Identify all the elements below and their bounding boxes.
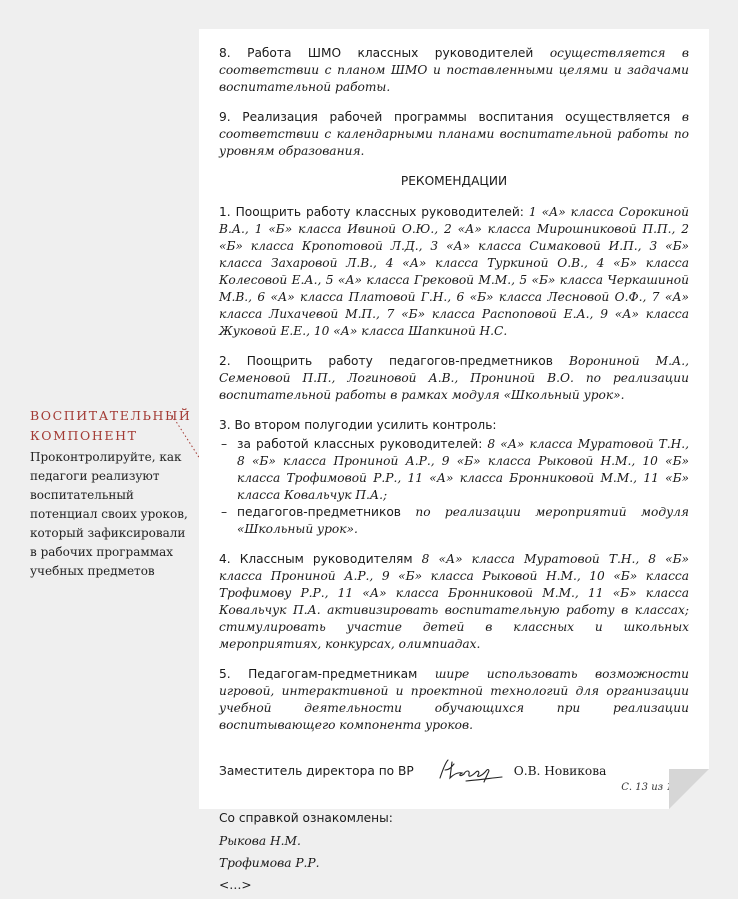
document-content [219, 45, 689, 899]
document-page [199, 29, 709, 892]
signature-position: Заместитель директора по ВР [219, 763, 414, 778]
signature-name: О.В. Новикова [513, 763, 607, 778]
sidenote [30, 406, 190, 581]
p8-text: 8. Работа ШМО классных руководителей [219, 46, 550, 60]
acknowledgement [219, 810, 689, 894]
r5-italic: шире использовать возможности игровой, интерактивной и проектной технологий для организации учебной деятельности обучающихся при реализации воспитывающего компонента уроков. [219, 667, 690, 732]
page-corner-fold [669, 769, 709, 809]
acknowledgement-name: Трофимова Р.Р. [219, 856, 320, 870]
list-item [219, 504, 689, 538]
r3b-italic: по реализации мероприятий модуля «Школьный урок». [237, 505, 689, 536]
recommendation-3: 3. Во втором полугодии усилить контроль: [219, 418, 497, 432]
r3a-italic: 8 «А» класса Муратовой Т.Н., 8 «Б» класса Прониной А.Р., 9 «Б» класса Рыковой Н.М., 10 «Б» класса Трофимовой Р.Р., 11 «А» класса Бронниковой М.М., 11 «Б» класса Ковальчук П.А.; [237, 437, 689, 502]
p8-italic: осуществляется в соответствии с планом ШМО и поставленными целями и задачами воспитательной работы. [219, 46, 689, 94]
acknowledgement-name: Рыкова Н.М. [219, 834, 301, 848]
recommendation-5 [219, 666, 689, 734]
p9-italic: в соответствии с календарными планами воспитательной работы по уровням образования. [219, 110, 689, 158]
page-number: С. 13 из 13 [621, 782, 679, 793]
ellipsis-marker: <…> [219, 878, 252, 892]
r5-text: 5. Педагогам-предметникам [219, 667, 435, 681]
signature-row [219, 756, 689, 786]
handwritten-signature [436, 756, 506, 786]
paragraph-9 [219, 109, 689, 160]
recommendation-4 [219, 551, 689, 653]
recommendation-3-list [219, 436, 689, 538]
recommendation-1 [219, 204, 689, 340]
r4-italic: 8 «А» класса Муратовой Т.Н., 8 «Б» класса Прониной А.Р., 9 «Б» класса Рыковой Н.М., 10 «Б» класса Трофимову Р.Р., 11 «А» класса Бронниковой М.М., 11 «Б» класса Ковальчук П.А. активизировать воспитательную работу в классах; стимулировать участие детей в классных и школьных мероприятиях, конкурсах, олимпиадах. [219, 552, 689, 651]
recommendations-heading: РЕКОМЕНДАЦИИ [400, 174, 508, 188]
r1-italic: 1 «А» класса Сорокиной В.А., 1 «Б» класса Ивиной О.Ю., 2 «А» класса Мирошниковой П.П., 2 «Б» класса Кропотовой Л.Д., 3 «А» класса Симаковой И.П., 3 «Б» класса Захаровой Л.В., 4 «А» класса Туркиной О.В., 4 «Б» класса Колесовой Е.А., 5 «А» класса Грековой М.М., 5 «Б» класса Черкашиной М.В., 6 «А» класса Платовой Г.Н., 6 «Б» класса Лесновой О.Ф., 7 «А» класса Лихачевой М.П., 7 «Б» класса Распоповой Е.А., 9 «А» класса Жуковой Е.Е., 10 «А» класса Шапкиной Н.С. [219, 205, 689, 338]
acknowledgement-line: Со справкой ознакомлены: [219, 811, 393, 825]
r2-text: 2. Поощрить работу педагогов-предметников [219, 354, 570, 368]
p9-text: 9. Реализация рабочей программы воспитания осуществляется [219, 110, 682, 124]
sidenote-title [30, 406, 190, 446]
list-item [219, 436, 689, 504]
sidenote-title-line1: ВОСПИТАТЕЛЬНЫЙ [30, 408, 192, 423]
r3a-text: за работой классных руководителей: [237, 437, 488, 451]
paragraph-8 [219, 45, 689, 96]
sidenote-text: Проконтролируйте, как педагоги реализуют воспитательный потенциал своих уроков, который зафиксировали в рабочих программах учебных предметов [30, 450, 188, 578]
recommendation-2 [219, 353, 689, 404]
sidenote-title-line2: КОМПОНЕНТ [30, 428, 138, 443]
r1-text: 1. Поощрить работу классных руководителей: [219, 205, 529, 219]
r2-italic: Ворониной М.А., Семеновой П.П., Логиновой А.В., Прониной В.О. по реализации воспитательной работы в рамках модуля «Школьный урок». [219, 354, 689, 402]
r4-text: 4. Классным руководителям [219, 552, 422, 566]
r3b-text: педагогов-предметников [237, 505, 416, 519]
